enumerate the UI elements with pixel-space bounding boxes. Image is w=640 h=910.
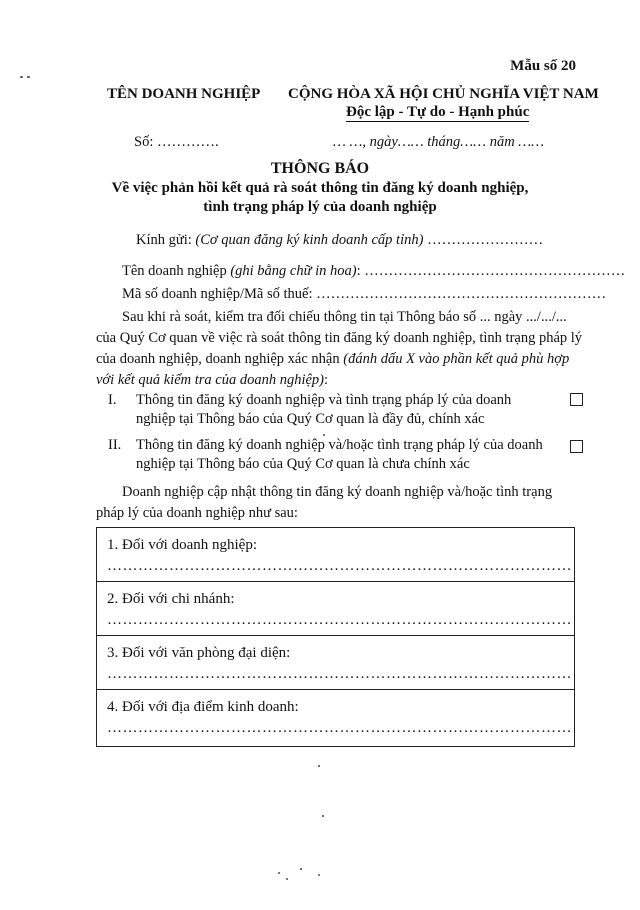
row-dots[interactable]: ……………………………………………………………………………… <box>107 558 572 574</box>
option-text-line1: Thông tin đăng ký doanh nghiệp và tình trạng pháp lý của doanh <box>136 392 512 408</box>
table-row <box>97 582 574 636</box>
row-dots[interactable]: ……………………………………………………………………………… <box>107 720 572 736</box>
body-line-3 <box>96 351 569 368</box>
update-line-1: Doanh nghiệp cập nhật thông tin đăng ký doanh nghiệp và/hoặc tình trạng <box>122 484 553 500</box>
row-dots[interactable]: ……………………………………………………………………………… <box>107 612 572 628</box>
row-label: 3. Đối với văn phòng đại diện: <box>107 645 291 661</box>
row-label: 1. Đối với doanh nghiệp: <box>107 537 257 553</box>
row-label: 2. Đối với chi nhánh: <box>107 591 235 607</box>
row-label: 4. Đối với địa điểm kinh doanh: <box>107 699 299 715</box>
scan-speck <box>20 76 23 78</box>
scan-speck <box>286 878 288 880</box>
recipient-label: Kính gửi: <box>136 232 196 248</box>
scan-speck <box>323 434 325 436</box>
company-name-hint: (ghi bằng chữ in hoa) <box>230 263 357 279</box>
option-text-line2: nghiệp tại Thông báo của Quý Cơ quan là chưa chính xác <box>136 456 470 472</box>
notice-subtitle-line1: Về việc phản hồi kết quả rà soát thông tin đăng ký doanh nghiệp, <box>111 180 529 196</box>
body-line-4-suffix: : <box>324 372 329 388</box>
option-numeral: I. <box>108 392 117 408</box>
scan-speck <box>318 765 320 767</box>
body-line-4 <box>96 372 328 389</box>
table-row <box>97 528 574 582</box>
notice-title: THÔNG BÁO <box>270 160 370 177</box>
body-line-2: của Quý Cơ quan về việc rà soát thông tin đăng ký doanh nghiệp, tình trạng pháp lý <box>96 330 583 346</box>
body-line-1: Sau khi rà soát, kiểm tra đối chiếu thông tin tại Thông báo số ... ngày .../.../... <box>122 309 567 325</box>
company-header: TÊN DOANH NGHIỆP <box>107 86 261 102</box>
row-dots[interactable]: ……………………………………………………………………………… <box>107 666 572 682</box>
scan-speck <box>300 868 302 870</box>
recipient-line <box>136 232 543 249</box>
scan-speck <box>322 815 324 817</box>
body-line-3-hint: (đánh dấu X vào phần kết quả phù hợp <box>343 351 570 367</box>
option-numeral: II. <box>108 437 122 453</box>
option-2-checkbox[interactable] <box>570 440 583 453</box>
option-text-line2: nghiệp tại Thông báo của Quý Cơ quan là đầy đủ, chính xác <box>136 411 485 427</box>
body-line-4-hint: với kết quả kiểm tra của doanh nghiệp) <box>96 372 324 388</box>
scan-speck <box>318 874 320 876</box>
company-name-line <box>122 263 625 280</box>
company-name-label: Tên doanh nghiệp <box>122 263 231 279</box>
document-date: … …, ngày…… tháng…… năm …… <box>333 134 545 150</box>
update-table <box>96 527 575 747</box>
tax-code-line: Mã số doanh nghiệp/Mã số thuế: …………………………………………………… <box>122 286 607 302</box>
recipient-hint: (Cơ quan đăng ký kinh doanh cấp tỉnh) <box>195 232 424 248</box>
republic-title: CỘNG HÒA XÃ HỘI CHỦ NGHĨA VIỆT NAM <box>288 86 599 102</box>
option-1-checkbox[interactable] <box>570 393 583 406</box>
document-number: Số: …………. <box>134 134 219 150</box>
recipient-dots: …………………… <box>423 232 544 248</box>
body-line-3-prefix: của doanh nghiệp, doanh nghiệp xác nhận <box>96 351 344 367</box>
table-row <box>97 636 574 690</box>
form-number: Mẫu số 20 <box>510 58 576 74</box>
option-text-line1: Thông tin đăng ký doanh nghiệp và/hoặc tình trạng pháp lý của doanh <box>136 437 543 453</box>
company-name-dots: : ……………………………………………… <box>356 263 626 279</box>
notice-subtitle-line2: tình trạng pháp lý của doanh nghiệp <box>203 199 437 215</box>
update-line-2: pháp lý của doanh nghiệp như sau: <box>96 505 298 521</box>
scan-speck <box>27 76 30 78</box>
table-row <box>97 690 574 745</box>
scan-speck <box>278 872 280 874</box>
motto: Độc lập - Tự do - Hạnh phúc <box>346 104 530 120</box>
